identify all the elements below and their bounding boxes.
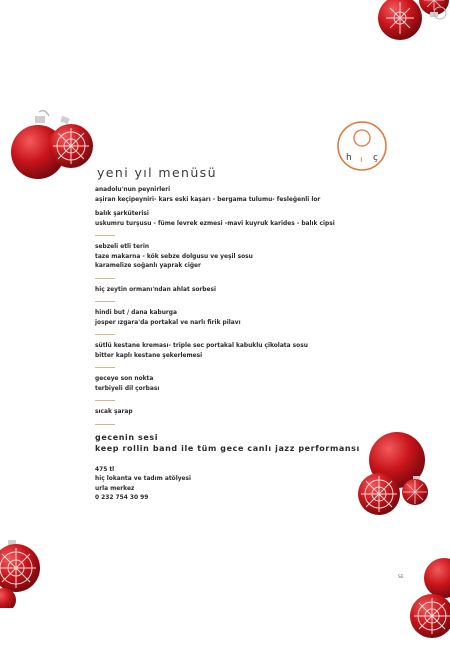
menu-section [95, 309, 395, 328]
phone-number: 0 232 754 30 99 [95, 495, 149, 501]
section-divider [95, 235, 115, 236]
menu-section [95, 186, 395, 205]
logo-letter-h: h [346, 153, 352, 163]
menu-item-heading: anadolu'nun peynirleri [95, 187, 171, 193]
menu-item-detail: karamelize soğanlı yaprak ciğer [95, 263, 201, 269]
menu-item-heading: sütlü kestane kreması- triple sec portakal kabuklu çikolata sosu [95, 343, 308, 349]
menu-item-heading: hindi but / dana kaburga [95, 310, 177, 316]
section-divider [95, 400, 115, 401]
contact-block [95, 466, 395, 504]
menu-item-detail: taze makarna - kök sebze dolgusu ve yeşil sosu [95, 253, 253, 260]
address: urla merkez [95, 485, 135, 492]
hic-logo-icon [336, 120, 388, 172]
menu-section [95, 375, 395, 394]
menu-section [95, 286, 395, 296]
menu-item-detail: terbiyeli dil çorbası [95, 385, 160, 392]
finale-title: gecenin sesi [95, 432, 159, 442]
menu-item-heading: sebzeli etli terin [95, 244, 150, 250]
section-divider [95, 301, 115, 302]
menu-section [95, 243, 395, 272]
menu-item-detail: aşiran keçipeyniri- kars eski kaşarı - bergama tulumu- fesleğenli lor [95, 196, 321, 203]
finale-section [95, 432, 395, 454]
menu-item-detail: josper ızgara'da portakal ve narlı firik pilavı [95, 319, 241, 326]
menu-title: yeni yıl menüsü [97, 165, 217, 180]
section-divider [95, 334, 115, 335]
venue-name: hiç lokanta ve tadım atölyesi [95, 476, 192, 482]
section-divider [95, 367, 115, 368]
menu-item-heading: geceye son nokta [95, 376, 154, 382]
christmas-ornament-icon [374, 0, 450, 43]
price: 475 tl [95, 466, 115, 473]
page-number: SE [398, 575, 404, 580]
menu-section [95, 342, 395, 361]
christmas-ornament-icon [404, 552, 450, 647]
menu-section [95, 408, 395, 418]
christmas-ornament-icon [5, 108, 95, 186]
logo-letter-c: ç [373, 153, 378, 163]
menu-section [95, 210, 395, 229]
menu-item-heading: hiç zeytin ormanı'ndan ahlat sorbesi [95, 286, 217, 293]
finale-subtitle: keep rollin band ile tüm gece canlı jazz performansı [95, 443, 360, 453]
logo-letter-i: ı [360, 155, 363, 165]
menu-item-heading: sıcak şarap [95, 409, 133, 415]
menu-body [95, 186, 395, 504]
menu-item-detail: bitter kaplı kestane şekerlemesi [95, 352, 203, 359]
section-divider [95, 278, 115, 279]
menu-item-detail: uskumru turşusu - füme levrek ezmesi -mavi kuyruk karides - balık cipsi [95, 220, 335, 227]
section-divider [95, 424, 115, 425]
menu-item-heading: balık şarküterisi [95, 211, 149, 217]
christmas-ornament-icon [0, 538, 45, 608]
